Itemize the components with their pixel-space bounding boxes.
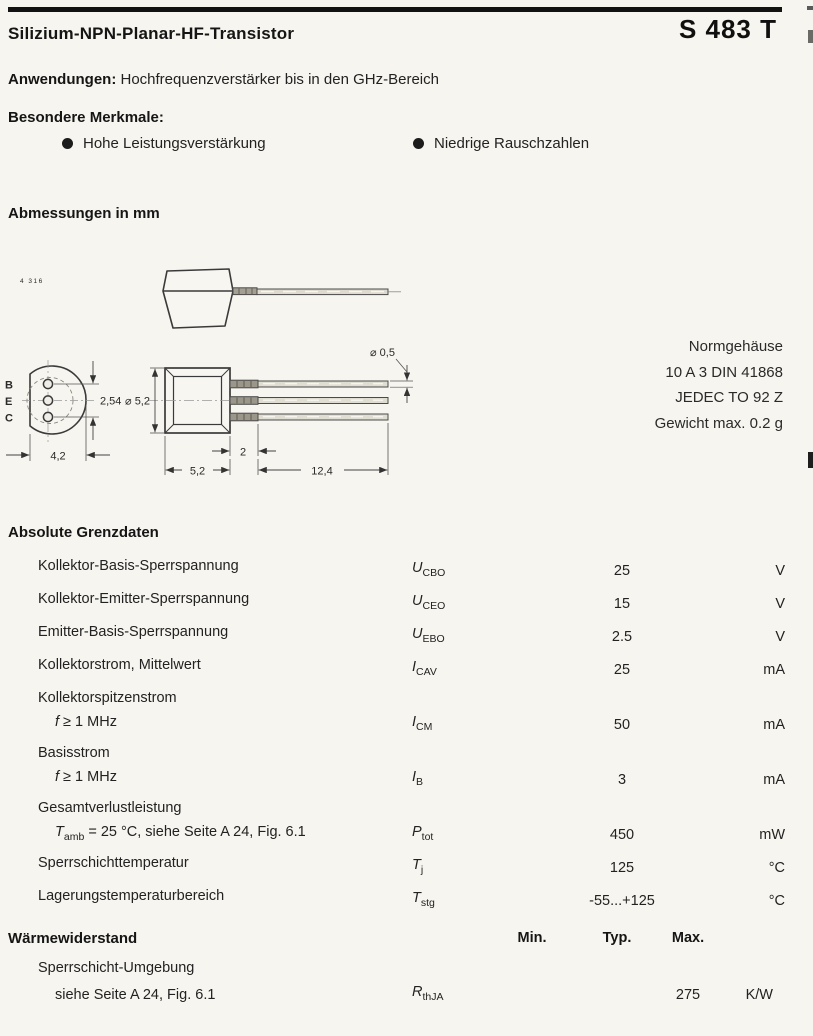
pin-label-b: B — [5, 379, 13, 392]
dim-lead-length: 12,4 — [311, 465, 333, 478]
dim-front-width: 4,2 — [50, 450, 66, 463]
row-symbol: $U_{CEO}$ — [412, 593, 446, 612]
table-row — [0, 690, 813, 734]
thermal-heading: Wärmewiderstand — [8, 930, 138, 947]
column-header-typ: Typ. — [602, 930, 632, 946]
dim-lead-dia: ⌀ 0,5 — [370, 347, 395, 359]
table-row — [0, 745, 813, 789]
top-rule — [8, 7, 782, 12]
bullet-icon — [62, 138, 73, 149]
row-symbol: $T_{stg}$ — [412, 890, 435, 909]
table-row — [0, 657, 813, 679]
drawing-ref-number: 4 316 — [20, 278, 44, 285]
ratings-heading: Absolute Grenzdaten — [8, 524, 159, 541]
row-label: Lagerungstemperaturbereich — [38, 888, 225, 904]
row-label: Kollektorstrom, Mittelwert — [38, 657, 201, 673]
features-heading: Besondere Merkmale: — [8, 109, 164, 126]
pin-label-c: C — [5, 412, 13, 425]
bullet-icon — [413, 138, 424, 149]
row-symbol: $I_{CAV}$ — [412, 659, 437, 678]
case-info-block — [655, 334, 783, 436]
dim-body-dia: ⌀ 5,2 — [125, 395, 150, 408]
feature-item — [413, 135, 589, 152]
row-value: 25 — [613, 662, 631, 678]
row-label: Kollektorspitzenstrom — [38, 690, 177, 706]
applications-label: Anwendungen: — [8, 71, 117, 88]
row-label: Gesamtverlustleistung — [38, 800, 182, 816]
row-unit: mA — [763, 772, 785, 788]
row-value: 25 — [613, 563, 631, 579]
row-unit: K/W — [745, 987, 773, 1003]
row-symbol: $P_{tot}$ — [412, 824, 434, 843]
page-edge-mark — [807, 6, 813, 10]
table-row — [0, 624, 813, 646]
applications-text: Hochfrequenzverstärker bis in den GHz-Bereich — [120, 71, 439, 88]
row-condition: $T_{amb} = 25$ °C, siehe Seite A 24, Fig. 6.1 — [55, 824, 306, 843]
row-value: -55...+125 — [589, 893, 655, 909]
feature-text: Niedrige Rauschzahlen — [434, 135, 590, 152]
row-symbol: $R_{thJA}$ — [412, 984, 444, 1003]
row-value: 125 — [609, 860, 635, 876]
applications-line — [8, 71, 439, 88]
case-info-line: Gewicht max. 0.2 g — [654, 414, 783, 432]
row-condition: siehe Seite A 24, Fig. 6.1 — [55, 987, 216, 1003]
row-value: 15 — [613, 596, 631, 612]
part-number: S 483 T — [678, 14, 777, 44]
row-unit: V — [775, 563, 785, 579]
pin-label-e: E — [5, 396, 13, 408]
thermal-row — [0, 960, 813, 1004]
row-value: 2.5 — [611, 629, 633, 645]
pin-view — [5, 360, 121, 463]
row-symbol: $U_{CBO}$ — [412, 560, 446, 579]
table-row — [0, 800, 813, 844]
row-label: Basisstrom — [38, 745, 110, 761]
lead-top — [230, 380, 388, 388]
column-header-min: Min. — [517, 930, 547, 946]
row-label: Kollektor-Basis-Sperrspannung — [38, 558, 239, 574]
row-condition: f ≥ 1 MHz — [55, 714, 117, 731]
case-info-line: Normgehäuse — [688, 338, 783, 355]
row-unit: mW — [759, 827, 785, 843]
row-label: Sperrschicht-Umgebung — [38, 960, 195, 976]
lead-bottom — [230, 413, 388, 421]
row-unit: °C — [768, 893, 785, 909]
perspective-view — [163, 269, 401, 328]
row-unit: mA — [763, 717, 785, 733]
ratings-table — [0, 558, 813, 921]
row-unit: V — [775, 596, 785, 612]
lead-middle — [230, 397, 388, 405]
dim-stub-length: 2 — [239, 446, 247, 459]
page-edge-mark — [808, 452, 813, 468]
case-info-line: JEDEC TO 92 Z — [675, 389, 783, 406]
table-row — [0, 591, 813, 613]
row-symbol: $I_{CM}$ — [412, 714, 433, 733]
dim-body-width: 5,2 — [189, 465, 206, 478]
feature-item — [62, 135, 266, 152]
dimension-drawing — [0, 248, 420, 488]
page-edge-mark — [808, 30, 813, 43]
table-row — [0, 888, 813, 910]
side-view — [125, 347, 413, 478]
row-unit: mA — [763, 662, 785, 678]
row-value: 50 — [613, 717, 631, 733]
row-value: 450 — [609, 827, 635, 843]
case-info-line: 10 A 3 DIN 41868 — [665, 363, 783, 381]
row-unit: °C — [768, 860, 785, 876]
row-condition: f ≥ 1 MHz — [55, 769, 117, 786]
row-value: 3 — [617, 772, 627, 788]
dimensions-heading: Abmessungen in mm — [8, 205, 160, 222]
row-value-max: 275 — [675, 987, 701, 1003]
row-symbol: $U_{EBO}$ — [412, 626, 445, 645]
page-title: Silizium-NPN-Planar-HF-Transistor — [8, 24, 295, 43]
row-label: Kollektor-Emitter-Sperrspannung — [38, 591, 250, 607]
feature-text: Hohe Leistungsverstärkung — [83, 135, 266, 152]
column-header-max: Max. — [671, 930, 705, 946]
row-symbol: $T_j$ — [412, 857, 424, 876]
table-row — [0, 558, 813, 580]
row-label: Emitter-Basis-Sperrspannung — [38, 624, 229, 640]
dim-pin-pitch: 2,54 — [100, 395, 122, 408]
row-label: Sperrschichttemperatur — [38, 855, 189, 871]
row-unit: V — [775, 629, 785, 645]
table-row — [0, 855, 813, 877]
row-symbol: $I_B$ — [412, 769, 424, 788]
